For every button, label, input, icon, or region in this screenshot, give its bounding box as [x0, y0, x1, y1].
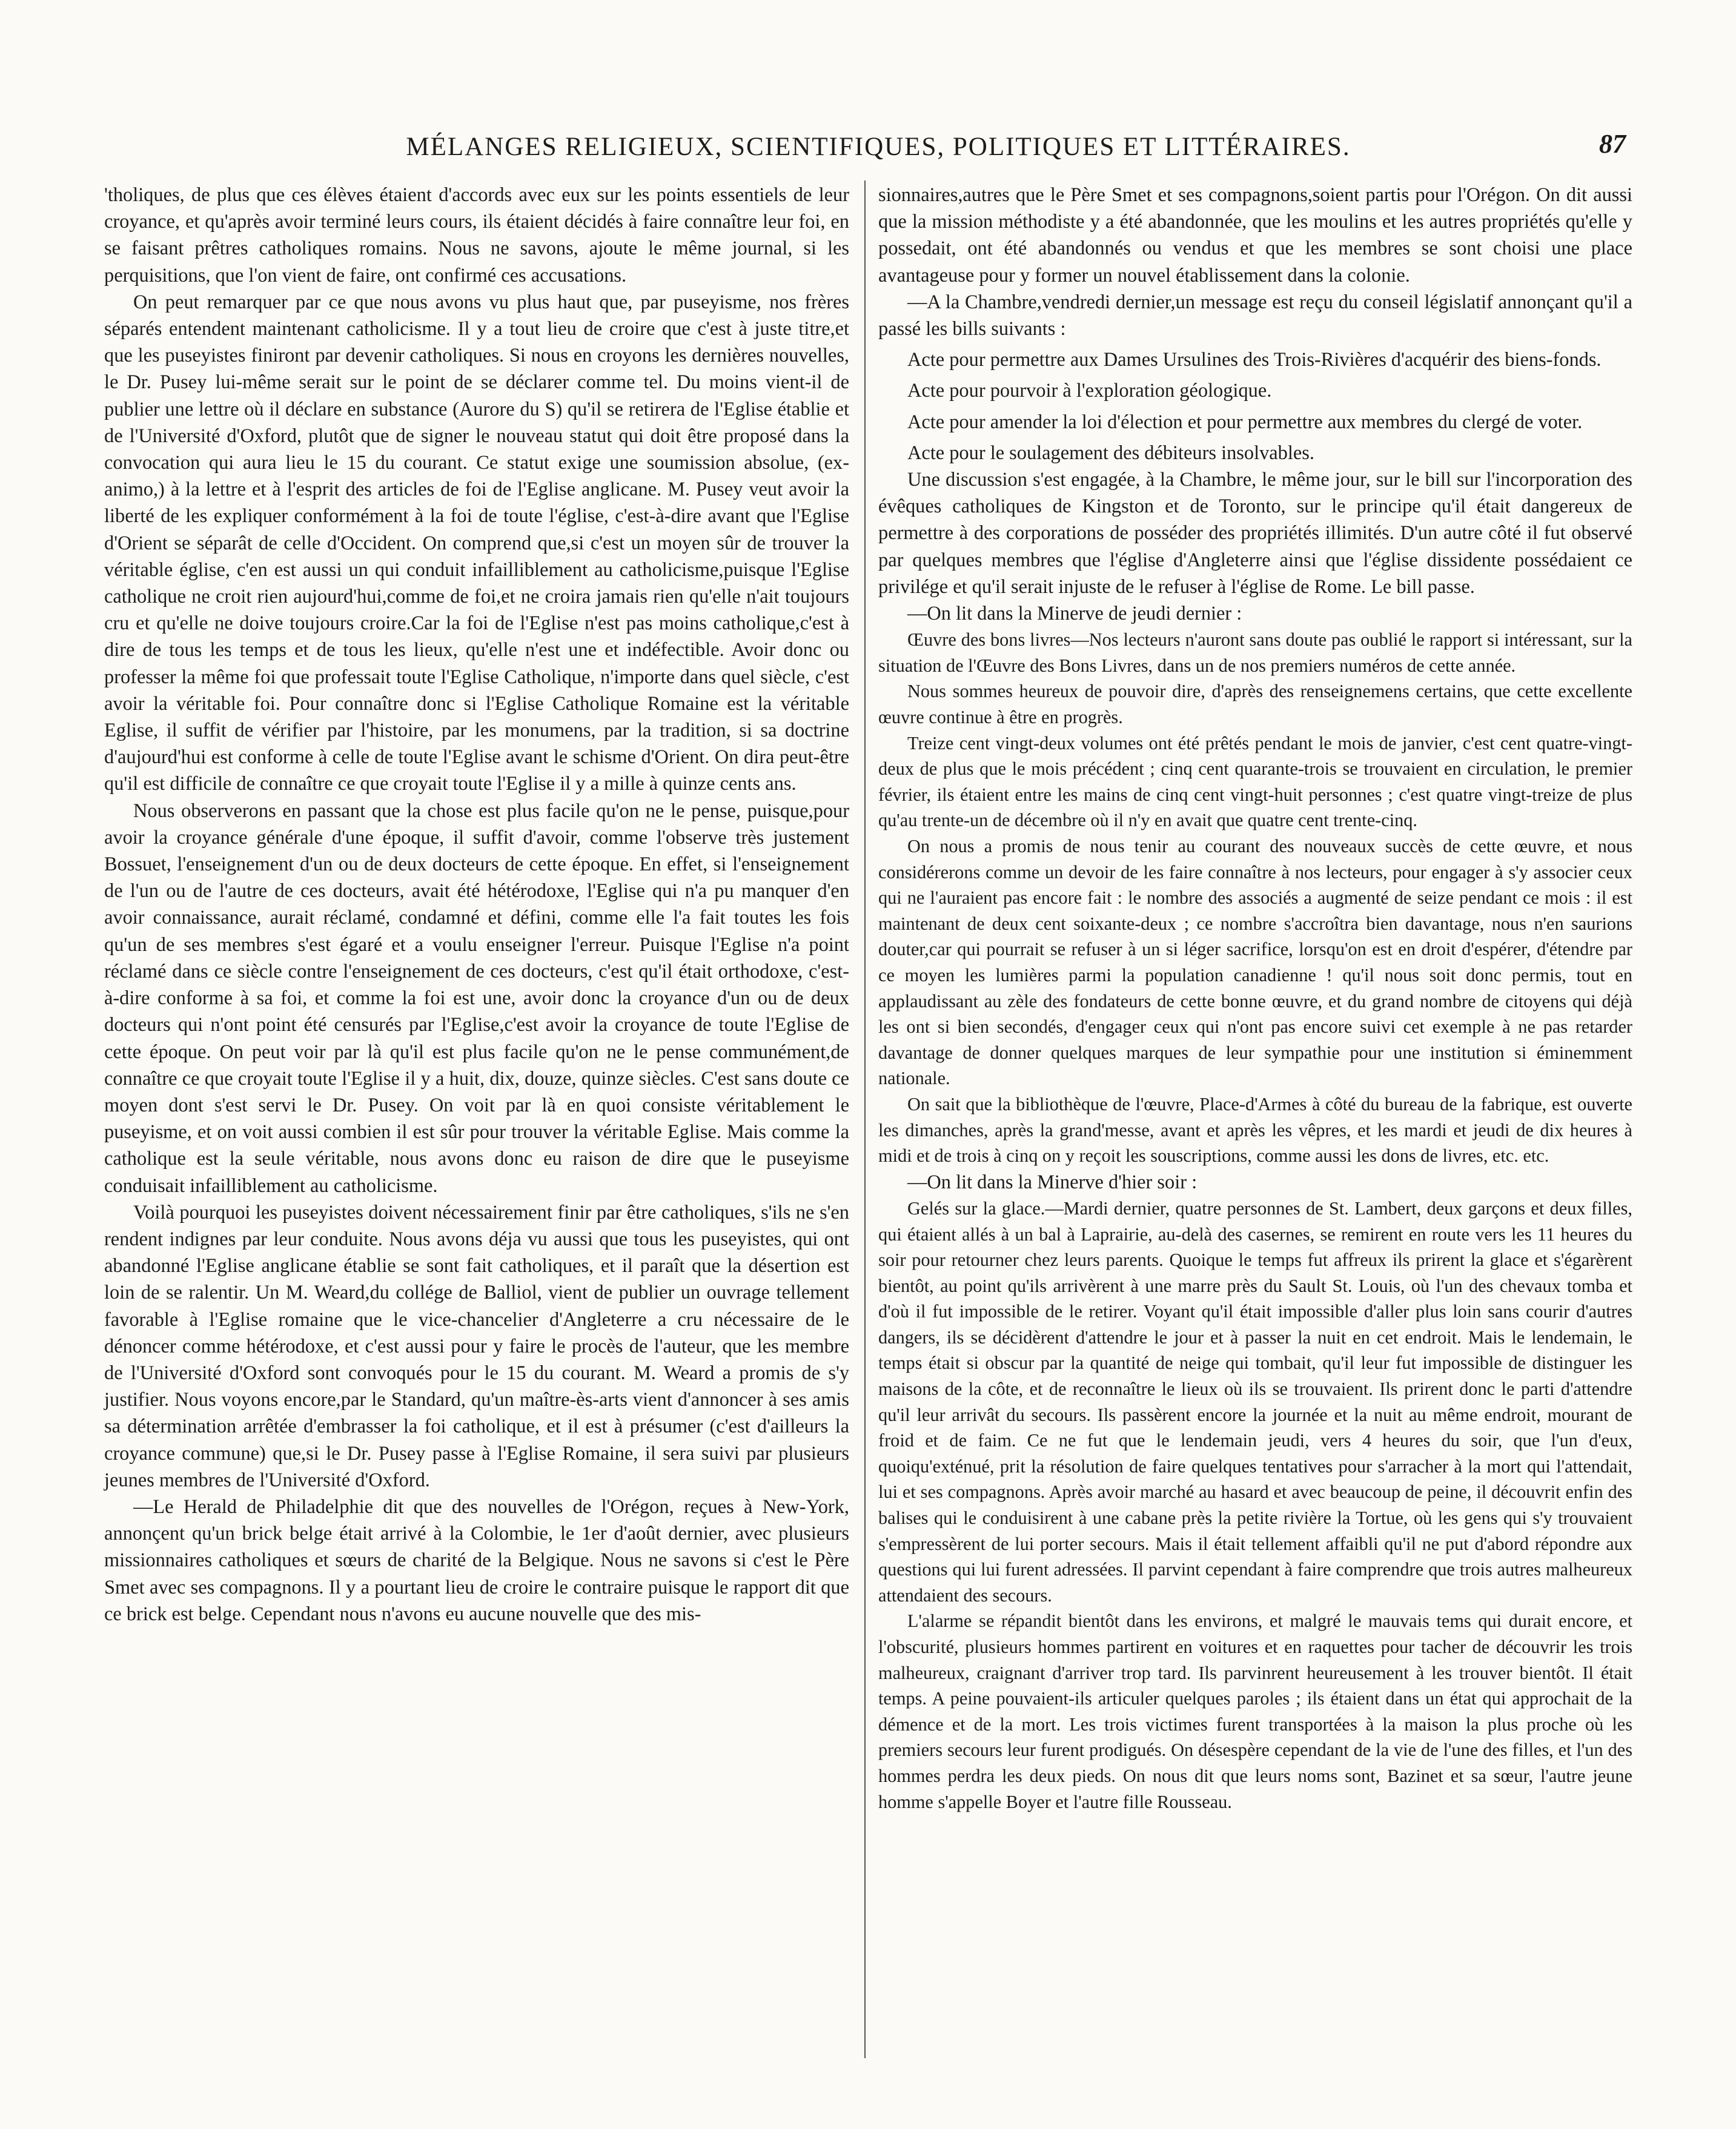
news-item-minerve: —On lit dans la Minerve de jeudi dernier : [907, 603, 1242, 625]
column-divider [864, 180, 866, 2058]
quoted-paragraph: Gelés sur la glace.—Mardi dernier, quatre personnes de St. Lambert, deux garçons et deux filles, qui étaient allés à un bal à Laprairie, au-delà des casernes, se remirent en route vers les 11 heures du soir pour retourner chez leurs parents. Quoique le temps fut affreux ils prirent la glace et s'égarèrent bientôt, au point qu'ils arrivèrent à une marre près du Sault St. Louis, où l'un des chevaux tomba et d'où il fut impossible de le retirer. Voyant qu'il était impossible d'aller plus loin sans courir d'autres dangers, ils se décidèrent d'attendre le jour et à passer la nuit en cet endroit. Mais le lendemain, le temps était si obscur par la quantité de neige qui tombait, qu'il leur fut impossible de distinguer les maisons de la côte, et de reconnaître le lieux où ils se trouvaient. Ils prirent donc le parti d'attendre qu'il leur arrivât du secours. Ils passèrent encore la journée et la nuit au même endroit, mourant de froid et de faim. Ce ne fut que le lendemain jeudi, vers 4 heures du soir, que l'un d'eux, quoiqu'exténué, prit la résolution de faire quelques tentatives pour s'arracher à la mort qui l'attendait, lui et ses compagnons. Après avoir marché au hasard et avec beaucoup de peine, il découvrit enfin des balises qui le conduisirent à une cabane près la petite rivière la Tortue, où les gens qui s'y trouvaient s'empressèrent de lui porter secours. Mais il était tellement affaibli qu'il ne put d'abord répondre aux questions qui lui furent adressées. Il parvint cependant à faire comprendre que trois autres malheureux attendaient des secours. [878, 1197, 1632, 1606]
quoted-paragraph: L'alarme se répandit bientôt dans les environs, et malgré le mauvais tems qui durait encore, et l'obscurité, plusieurs hommes partirent en voitures et en raquettes pour tacher de découvrir les trois malheureux, craignant d'arriver trop tard. Ils parvinrent heureusement à les trouver bientôt. Il était temps. A peine pouvaient-ils articuler quelques paroles ; ils étaient dans un état qui approchait de la démence et de la mort. Les trois victimes furent transportées à la maison la plus proche où les premiers secours leur furent prodigués. On désespère cependant de la vie de l'une des filles, et l'un des hommes perdra les deux pieds. On nous dit que leurs noms sont, Bazinet et sa sœur, l'autre jeune homme s'appelle Boyer et l'autre fille Rousseau. [878, 1611, 1632, 1812]
quoted-paragraph: Nous sommes heureux de pouvoir dire, d'après des renseignemens certains, que cette excellente œuvre continue à être en progrès. [878, 681, 1632, 728]
article-paragraph: sionnaires,autres que le Père Smet et ses compagnons,soient partis pour l'Orégon. On dit aussi que la mission méthodiste y a été abandonnée, que les moulins et les autres propriétés qu'elle y possedait, ont été abandonnés ou vendus et que les membres se sont choisi une place avantageuse pour y former un nouvel établissement dans la colonie. [878, 184, 1632, 286]
article-paragraph: On peut remarquer par ce que nous avons vu plus haut que, par puseyisme, nos frères séparés entendent maintenant catholicisme. Il y a tout lieu de croire que c'est à juste titre,et que les puseyistes finiront par devenir catholiques. Si nous en croyons les dernières nouvelles, le Dr. Pusey lui-même serait sur le point de se déclarer comme tel. Du moins vient-il de publier une lettre où il déclare en substance (Aurore du S) qu'il se retirera de l'Eglise établie et de l'Université d'Oxford, plutôt que de signer le nouveau statut qui doit être proposé dans la convocation qui aura lieu le 15 du courant. Ce statut exige une soumission absolue, (ex-animo,) à la lettre et à l'esprit des articles de foi de l'Eglise anglicane. M. Pusey veut avoir la liberté de les expliquer conformément à la foi de toute l'église, c'est-à-dire avant que l'Eglise d'Orient se séparât de celle d'Occident. On comprend que,si c'est un moyen sûr de trouver la véritable église, c'en est aussi un qui conduit infailliblement au catholicisme,puisque l'Eglise catholique ne croit rien aujourd'hui,comme de foi,et ne croira jamais rien qu'elle n'ait toujours cru et qu'elle ne doive toujours croire.Car la foi de l'Eglise n'est pas moins catholique,c'est à dire de tous les temps et de tous les lieux, qu'elle n'est une et indéfectible. Avoir donc ou professer la même foi que professait toute l'Eglise Catholique, n'importe dans quel siècle, c'est avoir la véritable foi. Pour connaître donc si l'Eglise Catholique Romaine est la véritable Eglise, il suffit de vérifier par l'histoire, par les monumens, par la tradition, si sa doctrine d'aujourd'hui est conforme à celle de toute l'Eglise avant le schisme d'Orient. On dira peut-être qu'il est difficile de connaître ce que croyait toute l'Eglise il y a mille à quinze cents ans. [104, 291, 849, 795]
quoted-paragraph: Œuvre des bons livres—Nos lecteurs n'auront sans doute pas oublié le rapport si intéressant, sur la situation de l'Œuvre des Bons Livres, dans un de nos premiers numéros de cette année. [878, 629, 1632, 676]
bill-item: Acte pour pourvoir à l'exploration géologique. [907, 380, 1272, 402]
article-paragraph: —Le Herald de Philadelphie dit que des nouvelles de l'Orégon, reçues à New-York, annonçent qu'un brick belge était arrivé à la Colombie, le 1er d'août dernier, avec plusieurs missionnaires catholiques et sœurs de charité de la Belgique. Nous ne savons si c'est le Père Smet avec ses compagnons. Il y a pourtant lieu de croire le contraire puisque le rapport dit que ce brick est belge. Cependant nous n'avons eu aucune nouvelle que des mis- [104, 1495, 849, 1625]
article-paragraph: Une discussion s'est engagée, à la Chambre, le même jour, sur le bill sur l'incorporation des évêques catholiques de Kingston et de Toronto, sur le principe qu'il était dangereux de permettre à des corporations de posséder des propriétés illimités. D'un autre côté il fut observé par quelques membres que l'église d'Angleterre ainsi que l'église dissidente possédaient ce privilége et qu'il serait injuste de le refuser à l'église de Rome. Le bill passe. [878, 469, 1632, 598]
quoted-paragraph: Treize cent vingt-deux volumes ont été prêtés pendant le mois de janvier, c'est cent quatre-vingt-deux de plus que le mois précédent ; cinq cent quarante-trois se trouvaient en circulation, le premier février, ils étaient entre les mains de cinq cent vingt-huit personnes ; c'est quatre vingt-treize de plus qu'au trente-un de décembre où il n'y en avait que quatre cent trente-cinq. [878, 732, 1632, 831]
article-paragraph: Nous observerons en passant que la chose est plus facile qu'on ne le pense, puisque,pour avoir la croyance générale d'une époque, il suffit d'avoir, comme l'observe très justement Bossuet, l'enseignement d'un ou de deux docteurs de cette époque. En effet, si l'enseignement de l'un ou de l'autre de ces docteurs, avait été hétérodoxe, l'Eglise qui n'a pu manquer d'en avoir connaissance, aurait réclamé, condamné et défini, comme elle l'a fait toutes les fois qu'un de ses membres s'est égaré et a voulu enseigner l'erreur. Puisque l'Eglise n'a point réclamé dans ce siècle contre l'enseignement de ces docteurs, c'est qu'il était orthodoxe, c'est-à-dire conforme à sa foi, et comme la foi est une, avoir donc la croyance d'un ou de deux docteurs qui n'ont point été censurés par l'Eglise,c'est avoir la croyance de toute l'Eglise de cette époque. On peut voir par là qu'il est plus facile qu'on ne le pense communément,de connaître ce que croyait toute l'Eglise il y a huit, dix, douze, quinze siècles. C'est sans doute ce moyen dont s'est servi le Dr. Pusey. On voit par là en quoi consiste véritablement le puseyisme, et on voit aussi combien il est sûr pour trouver la véritable Eglise. Mais comme la catholique est la seule véritable, nous avons donc eu raison de dire que le puseyisme conduisait infailliblement au catholicisme. [104, 800, 849, 1197]
running-title: MÉLANGES RELIGIEUX, SCIENTIFIQUES, POLITIQUES ET LITTÉRAIRES. [406, 133, 1351, 161]
quoted-paragraph: On nous a promis de nous tenir au courant des nouveaux succès de cette œuvre, et nous considérerons comme un devoir de les faire connaître à nos lecteurs, pour engager à s'y associer ceux qui ne l'auraient pas encore fait : le nombre des associés a augmenté de seize pendant ce mois : il est maintenant de deux cent soixante-deux ; ce nombre s'accroîtra bien davantage, nous n'en saurions douter,car qui pourrait se refuser à un si léger sacrifice, lorsqu'on est en droit d'espérer, d'étendre par ce moyen les lumières parmi la population canadienne ! qu'il nous soit donc permis, tout en applaudissant au zèle des fondateurs de cette bonne œuvre, et du grand nombre de citoyens qui déjà les ont si bien secondés, d'engager ceux qui n'ont pas encore suivi cet exemple à ne pas retarder davantage de donner quelques marques de leur sympathie pour une institution si éminemment nationale. [878, 836, 1632, 1089]
news-item-chambre: —A la Chambre,vendredi dernier,un message est reçu du conseil législatif annonçant qu'il a passé les bills suivants : [878, 291, 1632, 340]
news-item-minerve: —On lit dans la Minerve d'hier soir : [907, 1171, 1198, 1193]
article-paragraph: Voilà pourquoi les puseyistes doivent nécessairement finir par être catholiques, s'ils ne s'en rendent indignes par leur conduite. Nous avons déja vu aussi que tous les puseyistes, qui ont abandonné l'Eglise anglicane établie se sont fait catholiques, et il paraît que la désertion est loin de se ralentir. Un M. Weard,du collége de Balliol, vient de publier un ouvrage tellement favorable à l'Eglise romaine que le vice-chancelier d'Angleterre a cru nécessaire de le dénoncer comme hétérodoxe, et c'est aussi pour y faire le procès de l'auteur, que les membre de l'Université d'Oxford sont convoqués pour le 15 du courant. M. Weard a promis de s'y justifier. Nous voyons encore,par le Standard, qu'un maître-ès-arts vient d'annoncer à ses amis sa détermination arrêtée d'embrasser la foi catholique, et il est à présumer (c'est d'ailleurs la croyance commune) que,si le Dr. Pusey passe à l'Eglise Romaine, il sera suivi par plusieurs jeunes membres de l'Université d'Oxford. [104, 1201, 849, 1491]
bill-item: Acte pour le soulagement des débiteurs insolvables. [907, 442, 1314, 464]
bill-item: Acte pour permettre aux Dames Ursulines des Trois-Rivières d'acquérir des biens-fonds. [907, 349, 1602, 371]
bill-item: Acte pour amender la loi d'élection et pour permettre aux membres du clergé de voter. [907, 411, 1583, 433]
quoted-paragraph: On sait que la bibliothèque de l'œuvre, Place-d'Armes à côté du bureau de la fabrique, est ouverte les dimanches, après la grand'messe, avant et après les vêpres, et les mardi et jeudi de dix heures à midi et de trois à cinq on y reçoit les souscriptions, comme aussi les dons de livres, etc. etc. [878, 1093, 1632, 1167]
page-number: 87 [1599, 129, 1626, 159]
right-column [878, 182, 1632, 1815]
article-paragraph: 'tholiques, de plus que ces élèves étaient d'accords avec eux sur les points essentiels de leur croyance, et qu'après avoir terminé leurs cours, ils étaient décidés à faire connaître leur foi, en se faisant prêtres catholiques romains. Nous ne savons, ajoute le même journal, si les perquisitions, que l'on vient de faire, ont confirmé ces accusations. [104, 184, 849, 286]
left-column [104, 182, 849, 1627]
